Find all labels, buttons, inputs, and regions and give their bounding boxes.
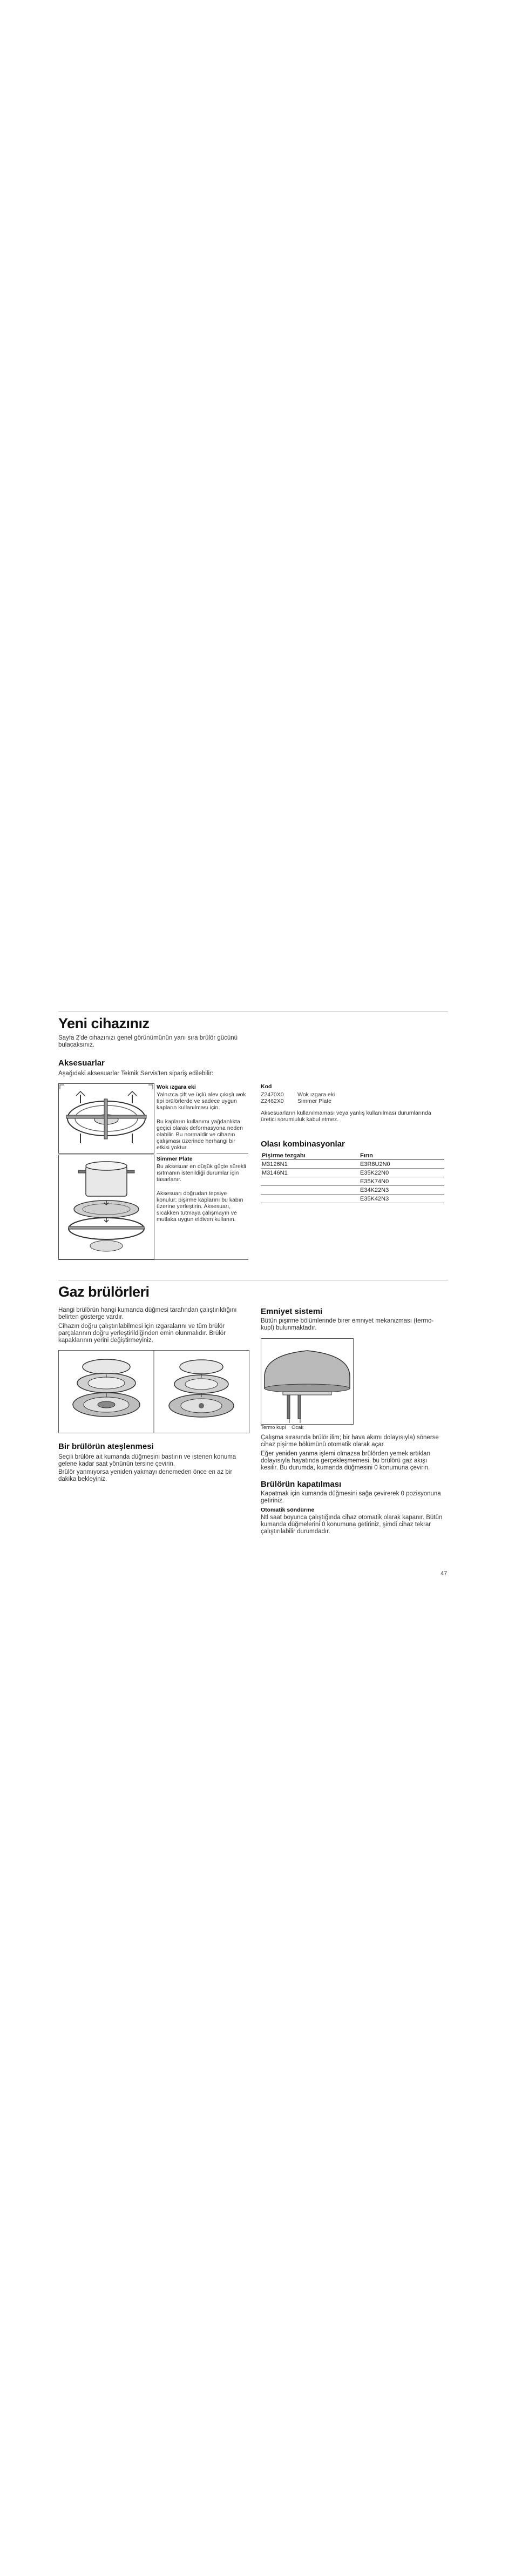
ignite-text-2: Brülör yanmıyorsa yeniden yakmayı denemeden önce en az bir dakika bekleyiniz.: [58, 1469, 233, 1482]
code-item-name: Simmer Plate: [297, 1098, 332, 1104]
hob-cell: [261, 1186, 359, 1195]
burner-illustration: [58, 1350, 249, 1433]
simmer-plate-illustration: [58, 1155, 154, 1259]
oven-cell: E35K74N0: [359, 1177, 444, 1186]
code-value: Z2462X0: [261, 1098, 284, 1104]
accessories-intro: Aşağıdaki aksesuarlar Teknik Servis'ten sipariş edilebilir:: [58, 1070, 214, 1077]
page-number: 47: [441, 1570, 448, 1577]
gas-intro-2: Cihazın doğru çalıştırılabilmesi için ızgaralarını ve tüm brülör parçalarının doğru yerleştirildiğinden emin olunmalıdır. Brülör kapaklarının yerini değiştirmeyiniz.: [58, 1323, 226, 1344]
close-text: Kapatmak için kumanda düğmesini sağa çevirerek 0 pozisyonuna getiriniz.: [261, 1491, 441, 1504]
oven-cell: E3R8U2N0: [359, 1160, 444, 1169]
ignite-text-1: Seçili brülöre ait kumanda düğmesini bastırın ve istenen konuma gelene kadar saat yönünün tersine çevirin.: [58, 1454, 236, 1467]
oven-cell: E35K22N0: [359, 1169, 444, 1177]
ignition-plug-label: Ocak: [292, 1425, 304, 1431]
combinations-heading: Olası kombinasyonlar: [261, 1139, 345, 1149]
thermocouple-label: Termo kupl: [261, 1425, 286, 1431]
code-row: [261, 1098, 444, 1104]
table-row: [261, 1186, 444, 1195]
thermocouple-illustration: [261, 1338, 354, 1425]
section-title-gaz-brulorleri: Gaz brülörleri: [58, 1284, 150, 1300]
section-intro: Sayfa 2'de cihazınızı genel görünümünün yanı sıra brülör gücünü bulacaksınız.: [58, 1035, 238, 1048]
safety-heading: Emniyet sistemi: [261, 1307, 323, 1316]
wok-grate-illustration: [58, 1083, 154, 1154]
safety-text-1: Çalışma sırasında brülör ilim; bir hava akımı dolayısıyla) sönerse cihaz pişirme bölümünü otomatik olarak açar.: [261, 1434, 439, 1448]
simmer-plate-desc-1: Bu aksesuar en düşük güçte sürekli ısıtmanın istenildiği durumlar için tasarlanır.: [157, 1163, 246, 1183]
simmer-plate-name: Simmer Plate: [157, 1156, 193, 1162]
oven-cell: E34K22N3: [359, 1186, 444, 1195]
wok-grate-name: Wok ızgara eki: [157, 1084, 196, 1090]
auto-off-subheading: Otomatik söndürme: [261, 1507, 315, 1513]
ignite-heading: Bir brülörün ateşlenmesi: [58, 1442, 154, 1451]
auto-off-text: Ntl saat boyunca çalıştığında cihaz otomatik olarak kapanır. Bütün kumanda düğmelerini 0 konumuna getiriniz, şimdi cihaz tekrar çalıştırılabilir durumdadır.: [261, 1514, 443, 1535]
hob-cell: M3146N1: [261, 1169, 359, 1177]
section-title-yeni-cihaziniz: Yeni cihazınız: [58, 1015, 150, 1031]
hob-cell: [261, 1177, 359, 1186]
wok-grate-desc-2: Bu kapların kullanımı yağdanlıkta geçici olarak deformasyona neden olabilir. Bu normaldir ve cihazın çalışması üzerinde herhangi bir etkisi yoktur.: [157, 1118, 243, 1151]
hob-cell: [261, 1195, 359, 1203]
close-heading: Brülörün kapatılması: [261, 1480, 342, 1489]
code-row: [261, 1091, 444, 1098]
thermocouple-drawing: [261, 1339, 353, 1424]
codes-header: Kod: [261, 1083, 272, 1090]
codes-note: Aksesuarların kullanılmaması veya yanlış kullanılması durumlarında üretici sorumluluk kabul etmez.: [261, 1110, 431, 1123]
section-divider-top: [58, 1011, 448, 1012]
simmer-plate-drawing: [59, 1155, 154, 1259]
oven-cell: E35K42N3: [359, 1195, 444, 1203]
combinations-table: [261, 1151, 444, 1203]
accessories-bottom-rule: [58, 1259, 248, 1260]
table-row: [261, 1195, 444, 1203]
gas-intro-1: Hangi brülörün hangi kumanda düğmesi tarafından çalıştırıldığını belirten gösterge vardır.: [58, 1307, 237, 1320]
hob-cell: M3126N1: [261, 1160, 359, 1169]
table-row: [261, 1160, 444, 1169]
wok-grate-desc-1: Yalnızca çift ve üçlü alev çıkışlı wok tipi brülörlerde ve sadece uygun kapların kullanılması için.: [157, 1091, 246, 1111]
accessory-codes: [261, 1083, 444, 1123]
table-row: [261, 1177, 444, 1186]
simmer-plate-desc-2: Aksesuarı doğrudan tepsiye konulur; pişirme kaplarını bu kabın üzerine yerleştirin. Aksesuarı, sıcakken tutmaya çalışmayın ve mutlaka uygun eldiven kullanın.: [157, 1190, 243, 1223]
accessories-heading: Aksesuarlar: [58, 1058, 105, 1068]
burner-drawing: [59, 1351, 249, 1433]
code-value: Z2470X0: [261, 1091, 284, 1098]
safety-text-2: Eğer yeniden yanma işlemi olmazsa brülörden yemek artıkları dolayısıyla hayatında gerçekleşmemesi, bu brülörü gaz akışı kesilir. Bu durumda, kumanda düğmesini 0 konumuna çevirin.: [261, 1451, 431, 1471]
col-header-hob: Pişirme tezgahı: [261, 1151, 359, 1160]
table-row: [261, 1169, 444, 1177]
col-header-oven: Fırın: [359, 1151, 444, 1160]
safety-intro: Bütün pişirme bölümlerinde birer emniyet mekanizması (termo-kupl) bulunmaktadır.: [261, 1318, 434, 1331]
code-item-name: Wok ızgara eki: [297, 1091, 335, 1098]
wok-grate-drawing: [59, 1084, 154, 1153]
